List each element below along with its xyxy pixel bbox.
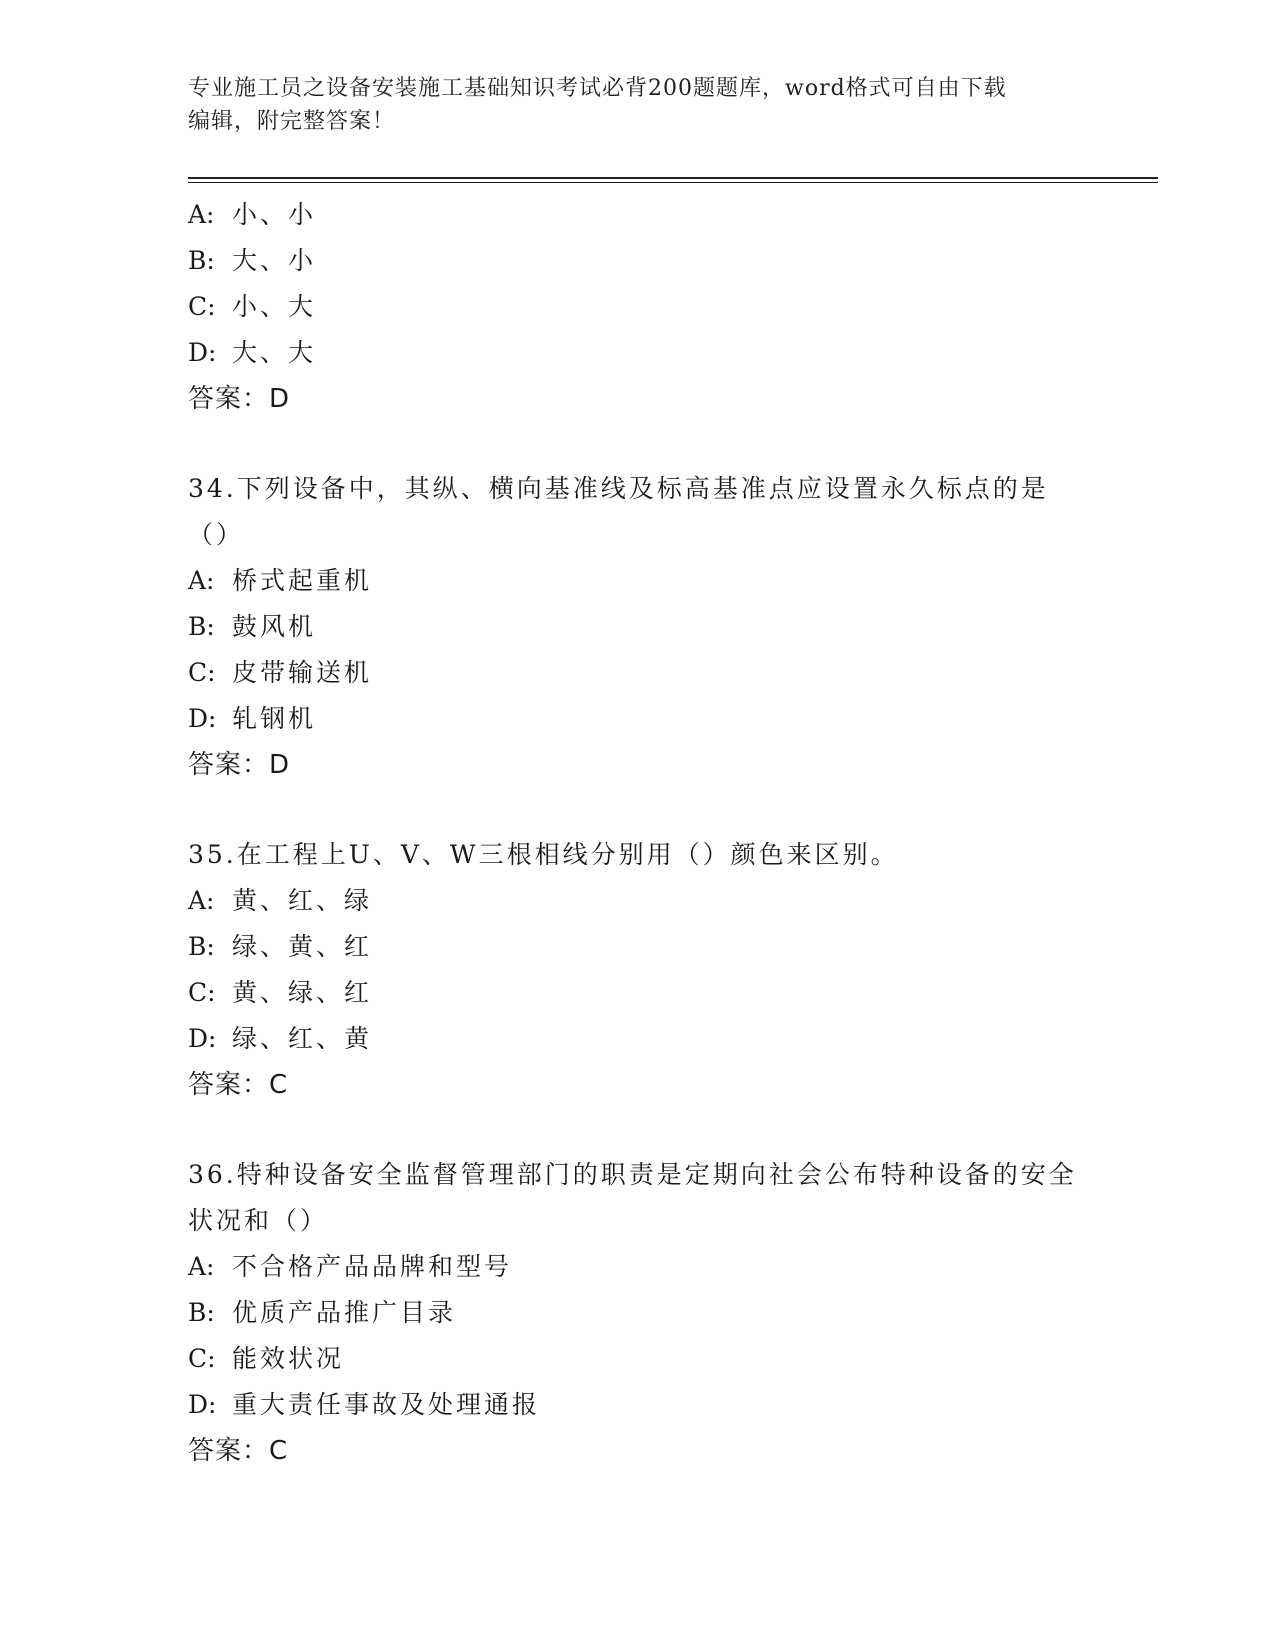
answer-line: 答案：C xyxy=(188,1070,289,1100)
question-text: 36.特种设备安全监督管理部门的职责是定期向社会公布特种设备的安全状况和（） xyxy=(188,1160,1077,1235)
option-b: B: 鼓风机 xyxy=(188,612,317,641)
option-c: C: 黄、绿、红 xyxy=(188,978,373,1007)
option-d: D: 绿、红、黄 xyxy=(188,1024,373,1053)
header-divider-thick xyxy=(188,177,1158,179)
answer-line: 答案：C xyxy=(188,1436,289,1466)
option-c: C: 皮带输送机 xyxy=(188,658,373,687)
option-d: D: 大、大 xyxy=(188,338,317,367)
question-34 xyxy=(188,466,1088,788)
option-d: D: 重大责任事故及处理通报 xyxy=(188,1390,541,1419)
question-33-continuation xyxy=(188,192,1088,422)
answer-line: 答案：D xyxy=(188,384,291,414)
question-35 xyxy=(188,832,1088,1108)
question-text: 35.在工程上U、V、W三根相线分别用（）颜色来区别。 xyxy=(188,840,899,869)
option-d: D: 轧钢机 xyxy=(188,704,317,733)
option-a: A: 黄、红、绿 xyxy=(188,886,373,915)
question-36 xyxy=(188,1152,1088,1474)
option-c: C: 小、大 xyxy=(188,292,317,321)
option-a: A: 不合格产品品牌和型号 xyxy=(188,1252,513,1281)
option-a: A: 小、小 xyxy=(188,200,317,229)
option-b: B: 绿、黄、红 xyxy=(188,932,373,961)
header-line-2: 编辑，附完整答案！ xyxy=(188,109,396,134)
header-divider-thin xyxy=(188,182,1158,183)
option-c: C: 能效状况 xyxy=(188,1344,345,1373)
question-text: 34.下列设备中，其纵、横向基准线及标高基准点应设置永久标点的是（） xyxy=(188,474,1049,549)
header-line-1: 专业施工员之设备安装施工基础知识考试必背200题题库，word格式可自由下载 xyxy=(188,76,1007,101)
question-list xyxy=(188,192,1088,1474)
option-b: B: 大、小 xyxy=(188,246,317,275)
answer-line: 答案：D xyxy=(188,750,291,780)
document-header xyxy=(188,72,1088,138)
option-a: A: 桥式起重机 xyxy=(188,566,373,595)
option-b: B: 优质产品推广目录 xyxy=(188,1298,457,1327)
